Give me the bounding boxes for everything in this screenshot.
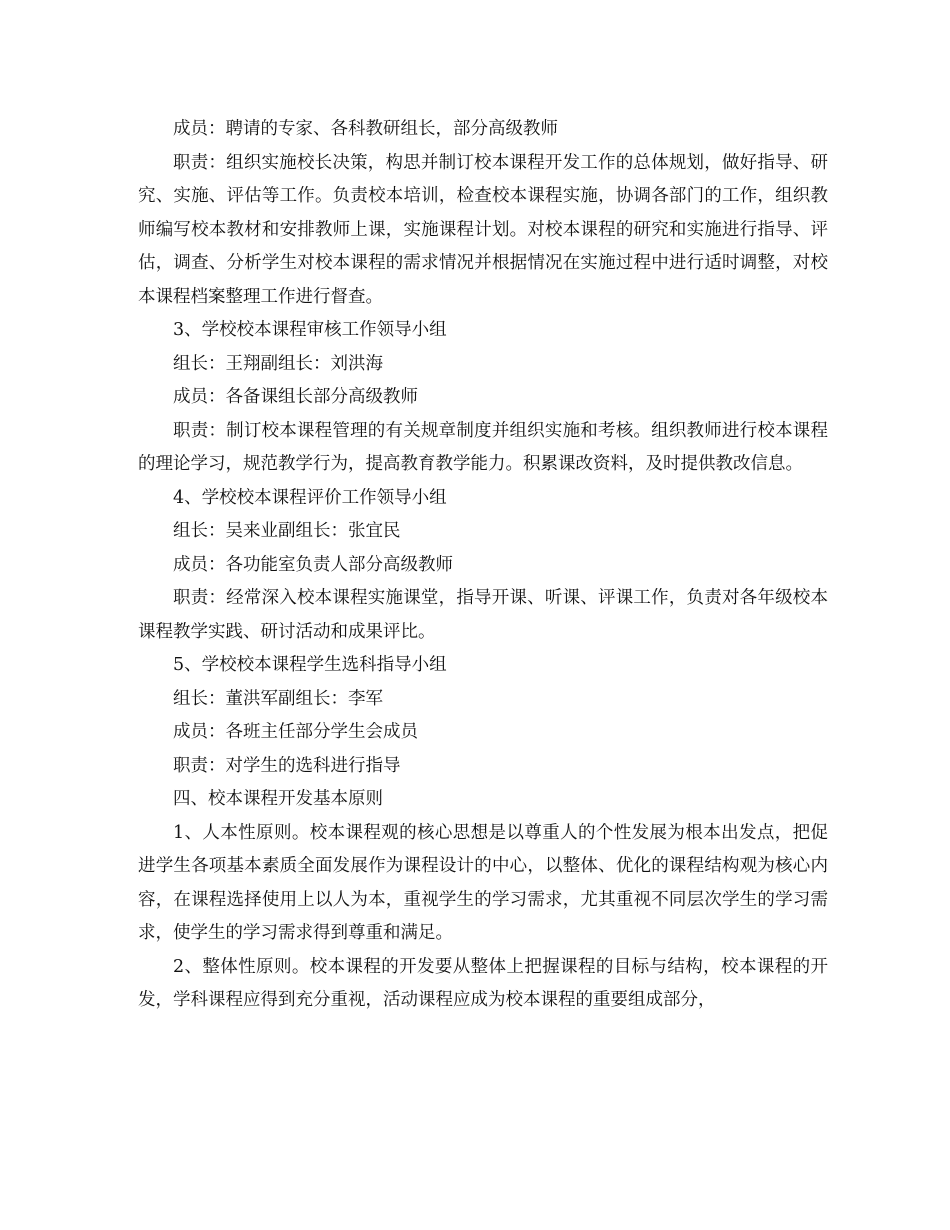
paragraph-evaluation-duties: 职责：经常深入校本课程实施课堂，指导开课、听课、评课工作，负责对各年级校本课程教学实践、研讨活动和成果评比。 [138, 588, 828, 642]
paragraph-principle-holistic: 2、整体性原则。校本课程的开发要从整体上把握课程的目标与结构，校本课程的开发，学科课程应得到充分重视，活动课程应成为校本课程的重要组成部分， [138, 956, 828, 1010]
heading-evaluation-group: 4、学校校本课程评价工作领导小组 [173, 487, 447, 508]
paragraph-members-experts: 成员：聘请的专家、各科教研组长，部分高级教师 [173, 119, 558, 139]
paragraph-evaluation-leaders: 组长：吴来业副组长：张宜民 [173, 521, 401, 541]
paragraph-review-leaders: 组长：王翔副组长：刘洪海 [173, 353, 383, 374]
heading-section-four: 四、校本课程开发基本原则 [173, 789, 383, 809]
paragraph-selection-members: 成员：各班主任部分学生会成员 [173, 722, 418, 742]
heading-selection-group: 5、学校校本课程学生选科指导小组 [173, 655, 447, 675]
paragraph-review-duties: 职责：制订校本课程管理的有关规章制度并组织实施和考核。组织教师进行校本课程的理论学习，规范教学行为，提高教育教学能力。积累课改资料，及时提供教改信息。 [138, 420, 828, 474]
paragraph-selection-leaders: 组长：董洪军副组长：李军 [173, 688, 383, 709]
paragraph-evaluation-members: 成员：各功能室负责人部分高级教师 [173, 554, 453, 575]
document-body [138, 113, 828, 1018]
paragraph-review-members: 成员：各备课组长部分高级教师 [173, 387, 418, 407]
paragraph-duties-development: 职责：组织实施校长决策，构思并制订校本课程开发工作的总体规划，做好指导、研究、实施、评估等工作。负责校本培训，检查校本课程实施，协调各部门的工作，组织教师编写校本教材和安排教师上课，实施课程计划。对校本课程的研究和实施进行指导、评估，调查、分析学生对校本课程的需求情况并根据情况在实施过程中进行适时调整，对校本课程档案整理工作进行督查。 [138, 152, 828, 307]
paragraph-selection-duties: 职责：对学生的选科进行指导 [173, 755, 401, 776]
heading-review-group: 3、学校校本课程审核工作领导小组 [173, 320, 447, 340]
paragraph-principle-humanistic: 1、人本性原则。校本课程观的核心思想是以尊重人的个性发展为根本出发点，把促进学生各项基本素质全面发展作为课程设计的中心，以整体、优化的课程结构观为核心内容，在课程选择使用上以人为本，重视学生的学习需求，尤其重视不同层次学生的学习需求，使学生的学习需求得到尊重和满足。 [138, 822, 828, 943]
